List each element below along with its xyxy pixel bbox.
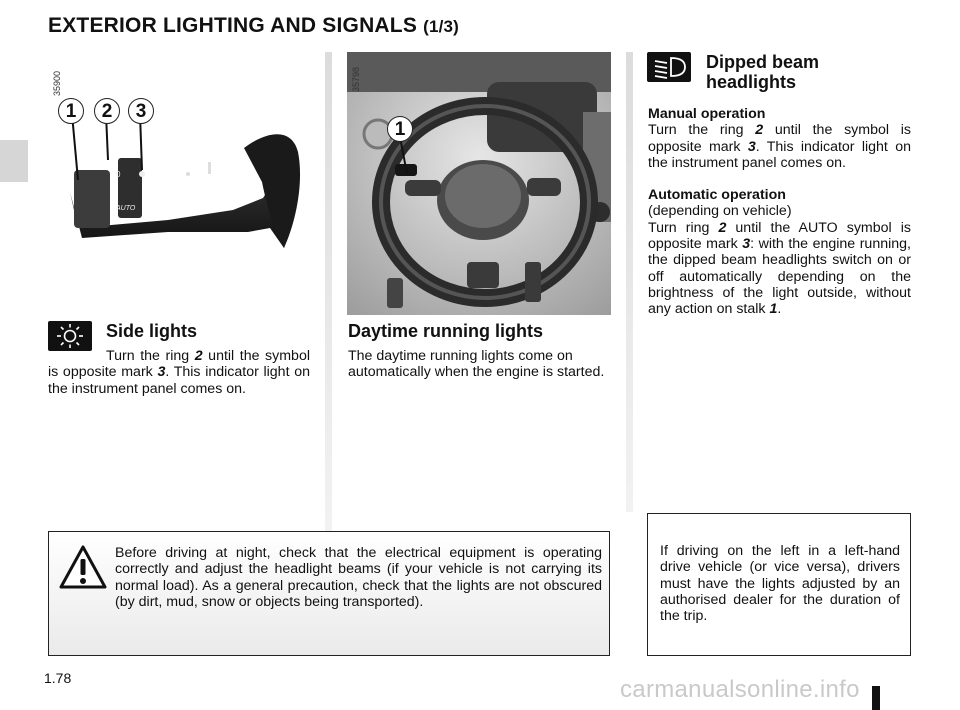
callout-2: 2	[94, 98, 120, 124]
daytime-body: The daytime running lights come on automatically when the engine is started.	[348, 348, 605, 381]
corner-mark	[872, 686, 880, 710]
dipped-beam-heading: Dipped beam headlights	[706, 52, 820, 92]
ring-label-auto: AUTO	[116, 205, 136, 212]
steering-wheel-photo	[347, 52, 611, 315]
side-lights-icon	[48, 321, 92, 351]
callout-3: 3	[128, 98, 154, 124]
note-box	[647, 513, 911, 656]
side-lights-heading: Side lights	[106, 321, 198, 341]
callout-leader-line	[399, 140, 419, 180]
warning-box	[48, 531, 610, 656]
callout-1: 1	[58, 98, 84, 124]
automatic-operation-text: Turn ring 2 until the AUTO symbol is opposite mark 3: with the engine running, the dipped beam headlights switch on or off automatically depending on the brightness of the light outside, without any action on stalk 1.	[648, 219, 912, 318]
watermark: carmanualsonline.info	[620, 676, 860, 703]
section-tab	[0, 140, 28, 182]
figure-number: 35900	[52, 70, 62, 96]
dipped-beam-body	[648, 106, 911, 318]
daytime-heading: Daytime running lights	[348, 321, 544, 341]
page-title-text: EXTERIOR LIGHTING AND SIGNALS	[48, 14, 418, 37]
automatic-operation-label: Automatic operation	[648, 187, 786, 204]
manual-operation-label: Manual operation	[648, 106, 766, 122]
note-text: If driving on the left in a left-hand drive vehicle (or vice versa), drivers must have the lights adjusted by an authorised dealer for the duration of the trip.	[660, 543, 900, 625]
page-title-part: (1/3)	[423, 17, 460, 36]
manual-operation-text: Turn the ring 2 until the symbol is opposite mark 3. This indicator light on the instrument panel comes on.	[648, 122, 911, 171]
warning-triangle-icon	[59, 544, 107, 590]
automatic-operation-sub: (depending on vehicle)	[648, 203, 792, 220]
figure-steering-wheel	[347, 52, 611, 315]
page-number: 1.78	[44, 670, 72, 686]
dipped-beam-icon	[647, 52, 691, 82]
column-divider-left	[325, 52, 332, 532]
side-lights-body: Turn the ring 2 until the symbol is opposite mark 3. This indicator light on the instrument panel comes on.	[48, 348, 310, 397]
callout-1: 1	[387, 116, 413, 142]
stalk-illustration	[48, 52, 320, 312]
figure-stalk	[48, 52, 320, 312]
ring-label-zero: 0	[116, 170, 121, 179]
page-title	[48, 14, 459, 38]
warning-text: Before driving at night, check that the electrical equipment is operating correctly and adjust the headlight beams (if your vehicle is not carrying its normal load). As a general precaution, check that the lights are not obscured (by dirt, mud, snow or objects being transported).	[115, 545, 602, 610]
figure-number: 35798	[351, 66, 361, 92]
column-divider-right	[626, 52, 633, 512]
